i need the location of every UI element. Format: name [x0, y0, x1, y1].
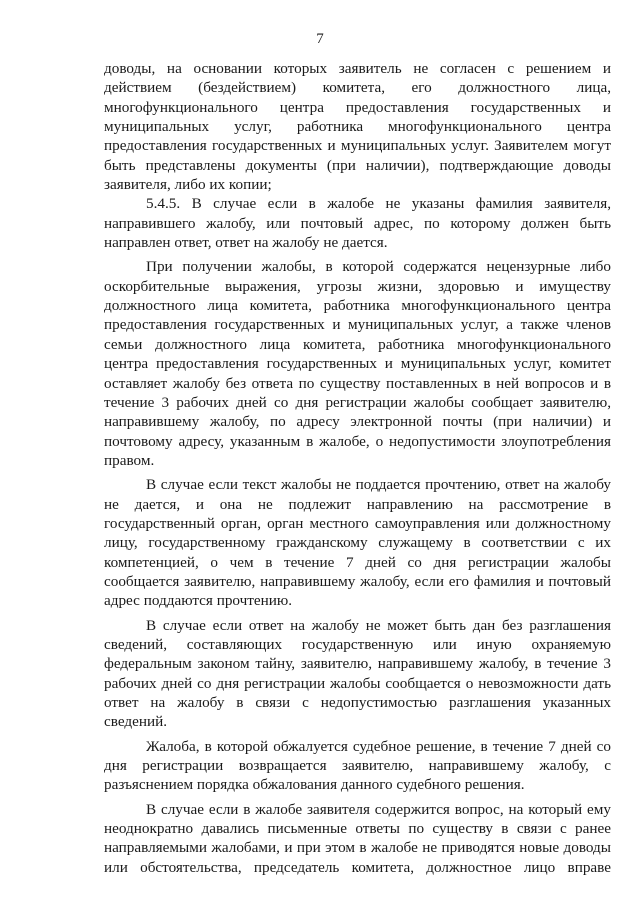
paragraph: 5.4.5. В случае если в жалобе не указаны фамилия заявителя, направившего жалобу, или почтовый адрес, по которому должен быть направлен ответ, ответ на жалобу не дается.: [104, 195, 611, 252]
paragraph: В случае если текст жалобы не поддается прочтению, ответ на жалобу не дается, и она не подлежит направлению на рассмотрение в государственный орган, орган местного самоуправления или должностному лицу, государственному гражданскому служащему в соответствии с их компетенцией, о чем в течение 7 дней со дня регистрации жалобы сообщается заявителю, направившему жалобу, если его фамилия и почтовый адрес поддаются прочтению.: [104, 476, 611, 610]
paragraph: В случае если в жалобе заявителя содержится вопрос, на который ему неоднократно давались письменные ответы по существу в связи с ранее направляемыми жалобами, и при этом в жалобе не приводятся новые доводы или обстоятельства, председатель комитета, должностное лицо вправе: [104, 800, 611, 876]
paragraph: При получении жалобы, в которой содержатся нецензурные либо оскорбительные выражения, угрозы жизни, здоровью и имуществу должностного лица комитета, работника многофункционального центра предоставления государственных и муниципальных услуг, а также членов семьи должностного лица комитета, работника многофункционального центра предоставления государственных и муниципальных услуг, комитет оставляет жалобу без ответа по существу поставленных в ней вопросов и в течение 3 рабочих дней со дня регистрации жалобы сообщает заявителю, направившему жалобу, по адресу электронной почты (при наличии) и почтовому адресу, указанным в жалобе, о недопустимости злоупотребления правом.: [104, 258, 611, 469]
paragraph: доводы, на основании которых заявитель не согласен с решением и действием (бездействием) комитета, его должностного лица, многофункционального центра предоставления государственных и муниципальных услуг, работника многофункционального центра предоставления государственных и муниципальных услуг. Заявителем могут быть представлены документы (при наличии), подтверждающие доводы заявителя, либо их копии;: [104, 60, 611, 194]
document-body: [104, 59, 611, 877]
page-number: 7: [316, 31, 324, 47]
paragraph: В случае если ответ на жалобу не может быть дан без разглашения сведений, составляющих государственную или иную охраняемую федеральным законом тайну, заявителю, направившему жалобу, в течение 3 рабочих дней со дня регистрации жалобы сообщается о невозможности дать ответ на жалобу в связи с недопустимостью разглашения указанных сведений.: [104, 616, 611, 731]
paragraph: Жалоба, в которой обжалуется судебное решение, в течение 7 дней со дня регистрации возвращается заявителю, направившему жалобу, с разъяснением порядка обжалования данного судебного решения.: [104, 737, 611, 794]
